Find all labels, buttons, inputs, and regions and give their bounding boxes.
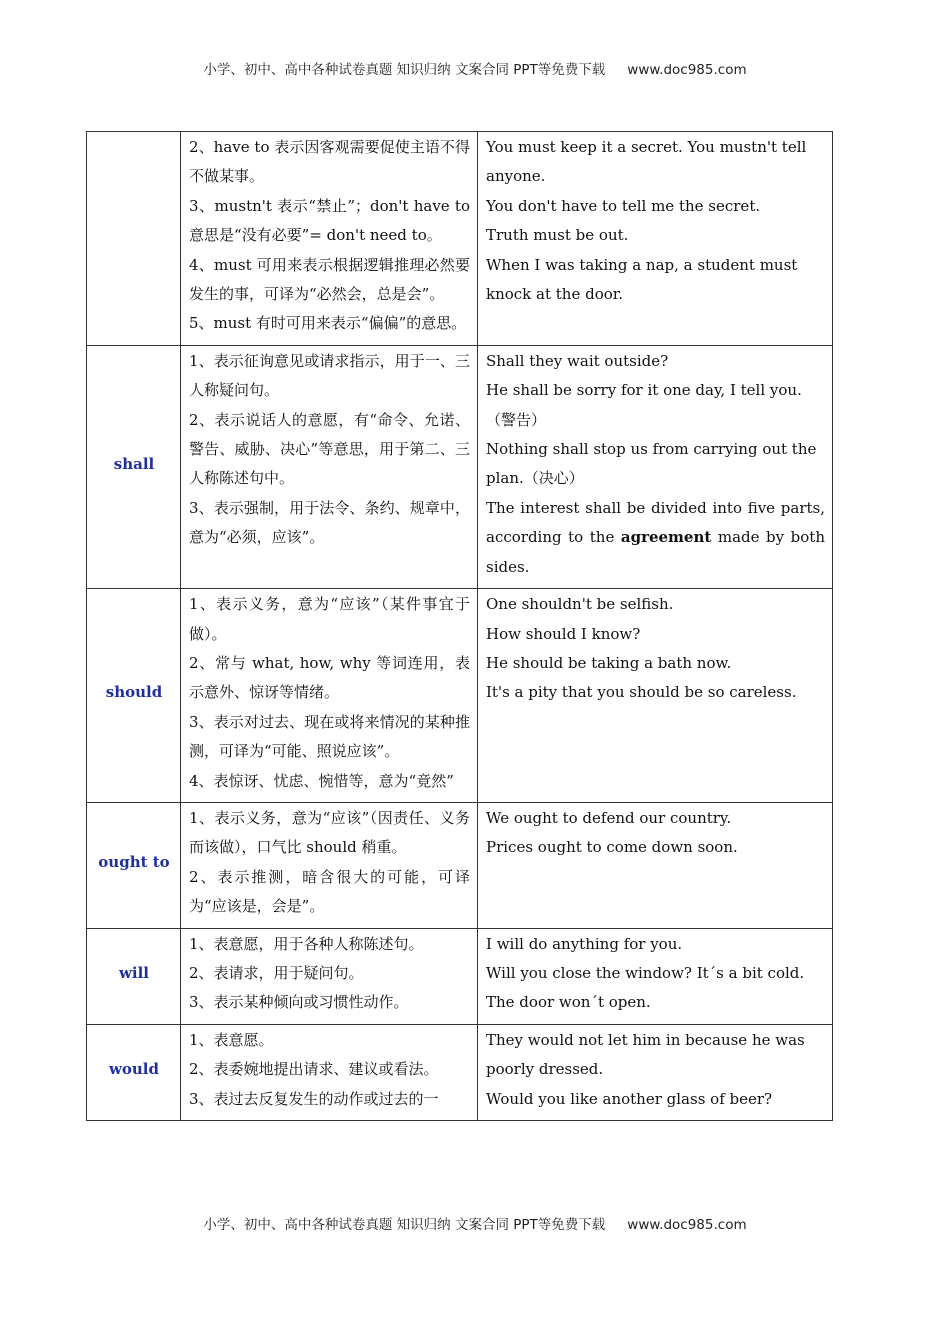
example-line: Shall they wait outside? xyxy=(486,351,669,370)
word-cell: will xyxy=(87,928,181,1024)
example-line: You don't have to tell me the secret. xyxy=(486,196,761,215)
modal-verbs-table xyxy=(86,131,833,1121)
usage-line: 3、表过去反复发生的动作或过去的一 xyxy=(189,1089,439,1108)
example-line: Would you like another glass of beer? xyxy=(486,1089,773,1108)
example-line: Prices ought to come down soon. xyxy=(486,838,738,857)
table-row xyxy=(87,132,833,346)
usage-cell xyxy=(181,589,478,803)
example-line: It's a pity that you should be so careless. xyxy=(486,683,797,702)
usage-line: 1、表示义务，意为“应该”（因责任、义务而该做），口气比 should 稍重。 xyxy=(189,808,470,857)
example-line: He shall be sorry for it one day, I tell you. （警告） xyxy=(486,381,802,429)
usage-line: 3、表示强制，用于法令、条约、规章中，意为“必须，应该”。 xyxy=(189,498,470,547)
example-text: made by both sides. xyxy=(486,528,825,576)
example-line: Will you close the window? It´s a bit cold. xyxy=(486,963,805,982)
usage-line: 2、表请求，用于疑问句。 xyxy=(189,963,364,982)
example-line: When I was taking a nap, a student must knock at the door. xyxy=(486,255,798,304)
example-line: Truth must be out. xyxy=(486,226,629,245)
table-row xyxy=(87,1024,833,1120)
examples-cell xyxy=(478,928,833,1024)
header-text: 小学、初中、高中各种试卷真题 知识归纳 文案合同 PPT等免费下载 xyxy=(203,62,606,78)
example-line: How should I know? xyxy=(486,624,641,643)
usage-cell xyxy=(181,1024,478,1120)
usage-line: 2、表示推测，暗含很大的可能，可译为“应该是，会是”。 xyxy=(189,867,470,916)
example-line xyxy=(486,494,825,582)
word-cell: ought to xyxy=(87,802,181,928)
example-line: You must keep it a secret. You mustn't tell anyone. xyxy=(486,138,807,186)
usage-cell xyxy=(181,928,478,1024)
usage-line: 1、表示征询意见或请求指示，用于一、三人称疑问句。 xyxy=(189,351,470,400)
footer-site-link[interactable]: www.doc985.com xyxy=(627,1217,747,1233)
word-cell xyxy=(87,132,181,346)
table-row xyxy=(87,345,833,588)
page-footer xyxy=(0,1213,950,1233)
usage-line: 2、表委婉地提出请求、建议或看法。 xyxy=(189,1060,439,1079)
examples-cell xyxy=(478,345,833,588)
usage-line: 4、must 可用来表示根据逻辑推理必然要发生的事，可译为“必然会，总是会”。 xyxy=(189,255,470,304)
usage-line: 3、表示某种倾向或习惯性动作。 xyxy=(189,993,409,1012)
table-row xyxy=(87,589,833,803)
table-row xyxy=(87,802,833,928)
word-cell: would xyxy=(87,1024,181,1120)
usage-cell xyxy=(181,132,478,346)
usage-line: 5、must 有时可用来表示“偏偏”的意思。 xyxy=(189,314,467,333)
word-cell: should xyxy=(87,589,181,803)
usage-line: 3、表示对过去、现在或将来情况的某种推测，可译为“可能、照说应该”。 xyxy=(189,712,470,761)
example-line: We ought to defend our country. xyxy=(486,808,732,827)
example-line: The door won´t open. xyxy=(486,993,651,1012)
examples-cell xyxy=(478,132,833,346)
example-line: I will do anything for you. xyxy=(486,934,683,953)
example-line: They would not let him in because he was poorly dressed. xyxy=(486,1030,805,1079)
usage-line: 4、表惊讶、忧虑、惋惜等，意为“竟然” xyxy=(189,771,454,790)
example-line: One shouldn't be selfish. xyxy=(486,595,674,614)
usage-line: 2、have to 表示因客观需要促使主语不得不做某事。 xyxy=(189,138,470,186)
footer-text: 小学、初中、高中各种试卷真题 知识归纳 文案合同 PPT等免费下载 xyxy=(203,1217,606,1233)
usage-line: 2、常与 what, how, why 等词连用，表示意外、惊讶等情绪。 xyxy=(189,653,470,702)
usage-line: 2、表示说话人的意愿，有“命令、允诺、警告、威胁、决心”等意思，用于第二、三人称陈述句中。 xyxy=(189,410,470,488)
example-line: Nothing shall stop us from carrying out the plan.（决心） xyxy=(486,440,817,488)
examples-cell xyxy=(478,1024,833,1120)
usage-line: 1、表意愿。 xyxy=(189,1030,274,1049)
emphasized-word: agreement xyxy=(620,528,712,547)
usage-line: 3、mustn't 表示“禁止”；don't have to 意思是“没有必要”= don't need to。 xyxy=(189,196,470,245)
usage-line: 1、表示义务，意为“应该”（某件事宜于做）。 xyxy=(189,595,470,643)
examples-cell xyxy=(478,589,833,803)
usage-cell xyxy=(181,345,478,588)
example-line: He should be taking a bath now. xyxy=(486,653,732,672)
examples-cell xyxy=(478,802,833,928)
usage-line: 1、表意愿，用于各种人称陈述句。 xyxy=(189,934,424,953)
header-site-link[interactable]: www.doc985.com xyxy=(627,62,747,78)
table-row xyxy=(87,928,833,1024)
page-header xyxy=(0,58,950,78)
example-text: The interest shall be divided into five parts, according to the xyxy=(486,498,825,547)
word-cell: shall xyxy=(87,345,181,588)
usage-cell xyxy=(181,802,478,928)
